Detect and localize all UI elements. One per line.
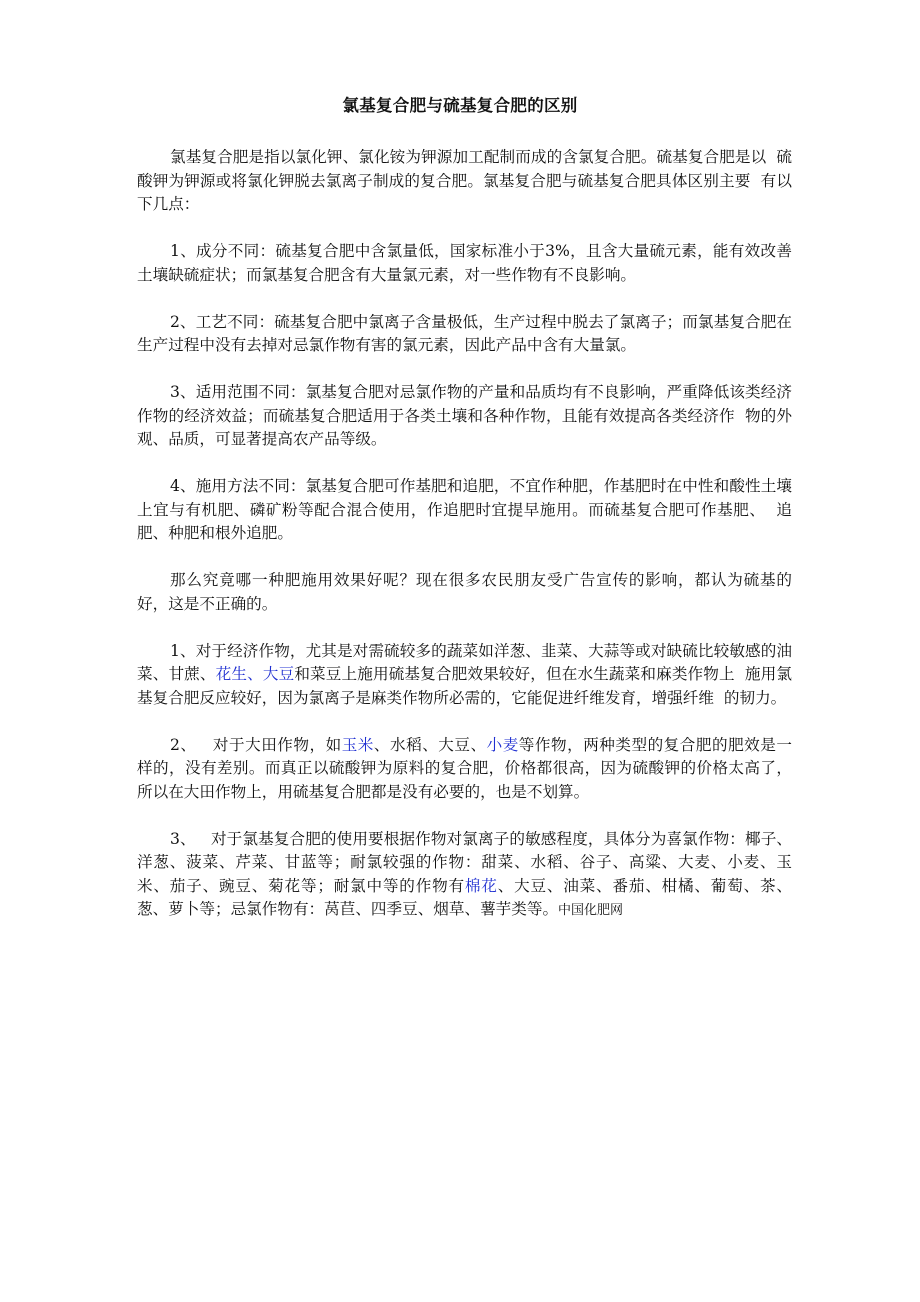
paragraph-text: 氯基复合肥是指以氯化钾、氯化铵为钾源加工配制而成的含氯复合肥。硫基复合肥是以 硫酸钾为钾源或将氯化钾脱去氯离子制成的复合肥。氯基复合肥与硫基复合肥具体区别主要 有以下几点： bbox=[137, 148, 792, 213]
paragraph bbox=[137, 734, 802, 805]
document-title: 氯基复合肥与硫基复合肥的区别 bbox=[342, 96, 578, 115]
paragraph bbox=[137, 640, 792, 711]
paragraph bbox=[137, 311, 792, 358]
paragraph-text: 1、成分不同：硫基复合肥中含氯量低，国家标准小于3%，且含大量硫元素，能有效改善土壤缺硫症状；而氯基复合肥含有大量氯元素，对一些作物有不良影响。 bbox=[137, 242, 792, 284]
crop-link[interactable]: 大豆 bbox=[262, 665, 295, 683]
crop-link[interactable]: 玉米 bbox=[341, 735, 374, 754]
paragraph bbox=[137, 240, 792, 287]
paragraph-text: 、水稻、大豆、 bbox=[373, 735, 487, 754]
paragraph-text: 3、适用范围不同：氯基复合肥对忌氯作物的产量和品质均有不良影响，严重降低该类经济作物的经济效益；而硫基复合肥适用于各类土壤和各种作物，且能有效提高各类经济作 物的外观、品质，可显著提高农产品等级。 bbox=[137, 383, 792, 448]
paragraph-text: 4、施用方法不同：氯基复合肥可作基肥和追肥，不宜作种肥，作基肥时在中性和酸性土壤上宜与有机肥、磷矿粉等配合混合使用，作追肥时宜提早施用。而硫基复合肥可作基肥、 追肥、种肥和根外追肥。 bbox=[137, 477, 792, 542]
crop-link[interactable]: 花生 bbox=[215, 665, 248, 683]
paragraph-text: 和菜豆上施用硫基复合肥效果较好，但在水生蔬菜和麻类作物上 施用氯基复合肥反应较好，因为氯离子是麻类作物所必需的，它能促进纤维发育，增强纤维 的韧力。 bbox=[137, 665, 792, 707]
paragraph bbox=[137, 828, 802, 923]
crop-link[interactable]: 小麦 bbox=[486, 735, 519, 754]
paragraph bbox=[137, 569, 802, 616]
paragraph-text: 那么究竟哪一种肥施用效果好呢？现在很多农民朋友受广告宣传的影响，都认为硫基的 好，这是不正确的。 bbox=[137, 571, 802, 613]
paragraph-text: 等作物，两种类型的复合肥的肥效是一 样的，没有差别。而真正以硫酸钾为原料的复合肥，价格都很高，因为硫酸钾的价格太高了， 所以在大田作物上，用硫基复合肥都是没有必要的，也是不划算。 bbox=[137, 735, 802, 801]
paragraph bbox=[137, 475, 792, 546]
paragraph-text: 2、 对于大田作物，如 bbox=[170, 735, 342, 754]
crop-link[interactable]: 棉花 bbox=[464, 876, 498, 895]
paragraph-text: 2、工艺不同：硫基复合肥中氯离子含量极低，生产过程中脱去了氯离子；而氯基复合肥在生产过程中没有去掉对忌氯作物有害的氯元素，因此产品中含有大量氯。 bbox=[137, 312, 792, 354]
source-credit: 中国化肥网 bbox=[558, 903, 624, 918]
paragraph bbox=[137, 146, 792, 217]
paragraph bbox=[137, 381, 792, 452]
paragraph-text: 、大豆、油菜、番茄、柑橘、葡萄、茶、 葱、萝卜等；忌氯作物有：莴苣、四季豆、烟草、薯芋类等。 bbox=[137, 876, 802, 918]
paragraph-text: 3、 对于氯基复合肥的使用要根据作物对氯离子的敏感程度，具体分为喜氯作物：椰子、 洋葱、菠菜、芹菜、甘蓝等；耐氯较强的作物：甜菜、水稻、谷子、高粱、大麦、小麦、玉 米、茄子、豌豆、菊花等；耐氯中等的作物有 bbox=[137, 829, 802, 895]
crop-link[interactable]: 、 bbox=[247, 665, 263, 683]
paragraph-text: 1、对于经济作物，尤其是对需硫较多的蔬菜如洋葱、韭菜、大蒜等或对缺硫比较敏感的油菜、甘蔗、 bbox=[137, 641, 792, 683]
document-body bbox=[137, 146, 802, 923]
